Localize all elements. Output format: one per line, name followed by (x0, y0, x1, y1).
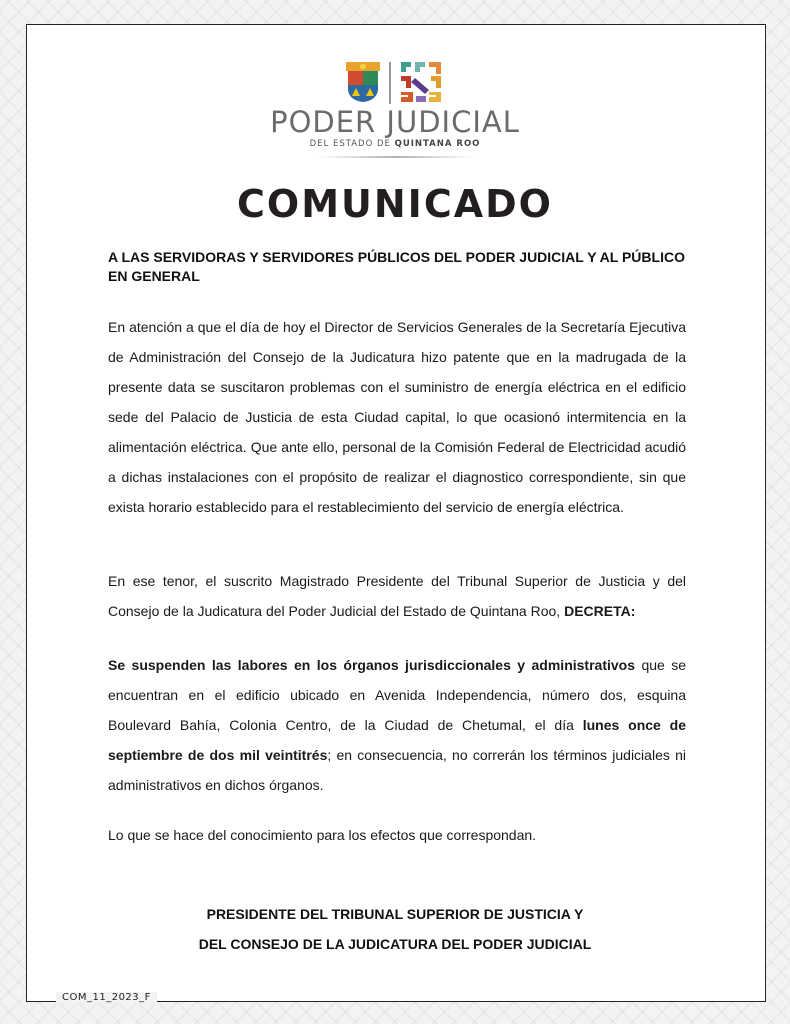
judicial-emblem-icon (399, 60, 443, 104)
decree-intro: En ese tenor, el suscrito Magistrado Presidente del Tribunal Superior de Justicia y del Consejo de la Judicatura del Poder Judicial del Estado de Quintana Roo, (108, 573, 686, 619)
paragraph-context: En atención a que el día de hoy el Director de Servicios Generales de la Secretaría Ejecutiva de Administración del Consejo de la Judicatura hizo patente que en la madrugada de la presente data se suscitaron problemas con el suministro de energía eléctrica en el edificio sede del Palacio de Justicia de esta Ciudad capital, lo que ocasionó intermitencia en la alimentación eléctrica. Que ante ello, personal de la Comisión Federal de Electricidad acudió a dichas instalaciones con el propósito de realizar el diagnostico correspondiente, sin que exista horario establecido para el restablecimiento del servicio de energía eléctrica. (108, 319, 686, 515)
paragraph-suspension (108, 650, 686, 800)
header-logo (0, 52, 790, 172)
paragraph-decree (108, 566, 686, 626)
signature-line-2: DEL CONSEJO DE LA JUDICATURA DEL PODER JUDICIAL (198, 936, 592, 952)
suspension-consequence: ; en consecuencia, no correrán los términos judiciales ni administrativos en dichos órganos. (108, 747, 686, 793)
org-subtitle-state: QUINTANA ROO (394, 139, 481, 149)
org-title: PODER JUDICIAL (270, 105, 520, 139)
document-heading: COMUNICADO (237, 182, 553, 226)
org-subtitle (0, 139, 790, 149)
suspension-date: lunes once de septiembre de dos mil veintitrés (108, 717, 686, 763)
paragraph-closing: Lo que se hace del conocimiento para los efectos que correspondan. (108, 827, 537, 843)
suspension-statement: Se suspenden las labores en los órganos jurisdiccionales y administrativos (108, 657, 635, 673)
addressee: A LAS SERVIDORAS Y SERVIDORES PÚBLICOS DEL PODER JUDICIAL Y AL PÚBLICO EN GENERAL (108, 249, 685, 284)
state-coat-of-arms-icon (346, 62, 380, 102)
logo-underline (316, 156, 476, 158)
document-code: COM_11_2023_F (56, 992, 157, 1003)
decree-word: DECRETA: (564, 603, 636, 619)
logo-divider (389, 62, 391, 104)
signature-line-1: PRESIDENTE DEL TRIBUNAL SUPERIOR DE JUSTICIA Y (206, 906, 584, 922)
org-subtitle-prefix: DEL ESTADO DE (309, 139, 391, 149)
suspension-location: que se encuentran en el edificio ubicado en Avenida Independencia, número dos, esquina Boulevard Bahía, Colonia Centro, de la Ciudad de Chetumal, el día (108, 657, 687, 733)
